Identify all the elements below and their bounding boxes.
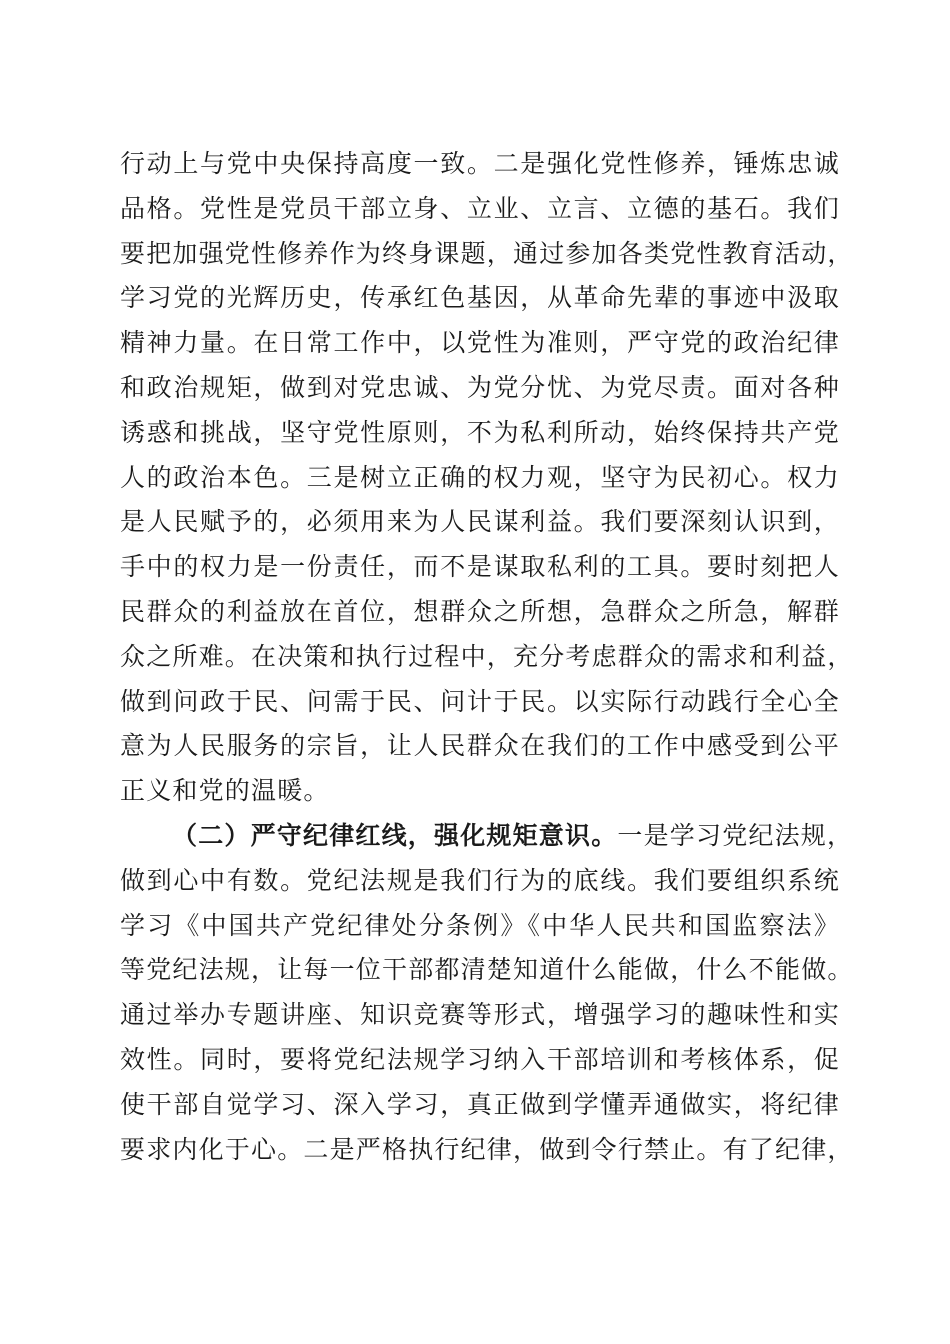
text-line: 精神力量。在日常工作中，以党性为准则，严守党的政治纪律 xyxy=(120,328,840,358)
text-line: 做到心中有数。党纪法规是我们行为的底线。我们要组织系统 xyxy=(120,865,840,895)
text-line: 众之所难。在决策和执行过程中，充分考虑群众的需求和利益， xyxy=(120,641,854,671)
text-line: 通过举办专题讲座、知识竞赛等形式，增强学习的趣味性和实 xyxy=(120,1000,840,1030)
text-line: 民群众的利益放在首位，想群众之所想，急群众之所急，解群 xyxy=(120,596,840,626)
section-heading: （二）严守纪律红线，强化规矩意识。 xyxy=(172,820,618,850)
body-text xyxy=(120,142,854,1172)
text-line: 做到问政于民、问需于民、问计于民。以实际行动践行全心全 xyxy=(120,686,840,716)
text-line: 要把加强党性修养作为终身课题，通过参加各类党性教育活动， xyxy=(120,238,854,268)
text-line: 品格。党性是党员干部立身、立业、立言、立德的基石。我们 xyxy=(120,193,840,223)
text-line: 意为人民服务的宗旨，让人民群众在我们的工作中感受到公平 xyxy=(120,731,840,761)
text-line: 学习《中国共产党纪律处分条例》《中华人民共和国监察法》 xyxy=(120,910,840,940)
text-line: 正义和党的温暖。 xyxy=(120,776,330,806)
text-line: 等党纪法规，让每一位干部都清楚知道什么能做，什么不能做。 xyxy=(120,955,854,985)
text-line xyxy=(120,814,854,859)
text-line: 行动上与党中央保持高度一致。二是强化党性修养，锤炼忠诚 xyxy=(120,149,840,178)
heading-continuation: 一是学习党纪法规， xyxy=(617,820,854,850)
text-line: 和政治规矩，做到对党忠诚、为党分忧、为党尽责。面对各种 xyxy=(120,372,840,402)
text-line: 要求内化于心。二是严格执行纪律，做到令行禁止。有了纪律， xyxy=(120,1134,854,1164)
text-line: 使干部自觉学习、深入学习，真正做到学懂弄通做实，将纪律 xyxy=(120,1089,840,1119)
text-line: 诱惑和挑战，坚守党性原则，不为私利所动，始终保持共产党 xyxy=(120,417,840,447)
text-line: 手中的权力是一份责任，而不是谋取私利的工具。要时刻把人 xyxy=(120,552,840,582)
paragraph-1 xyxy=(120,142,854,814)
text-line: 人的政治本色。三是树立正确的权力观，坚守为民初心。权力 xyxy=(120,462,840,492)
text-line: 是人民赋予的，必须用来为人民谋利益。我们要深刻认识到， xyxy=(120,507,840,537)
text-line: 效性。同时，要将党纪法规学习纳入干部培训和考核体系，促 xyxy=(120,1044,840,1074)
paragraph-2 xyxy=(120,814,854,1172)
text-line: 学习党的光辉历史，传承红色基因，从革命先辈的事迹中汲取 xyxy=(120,283,840,313)
